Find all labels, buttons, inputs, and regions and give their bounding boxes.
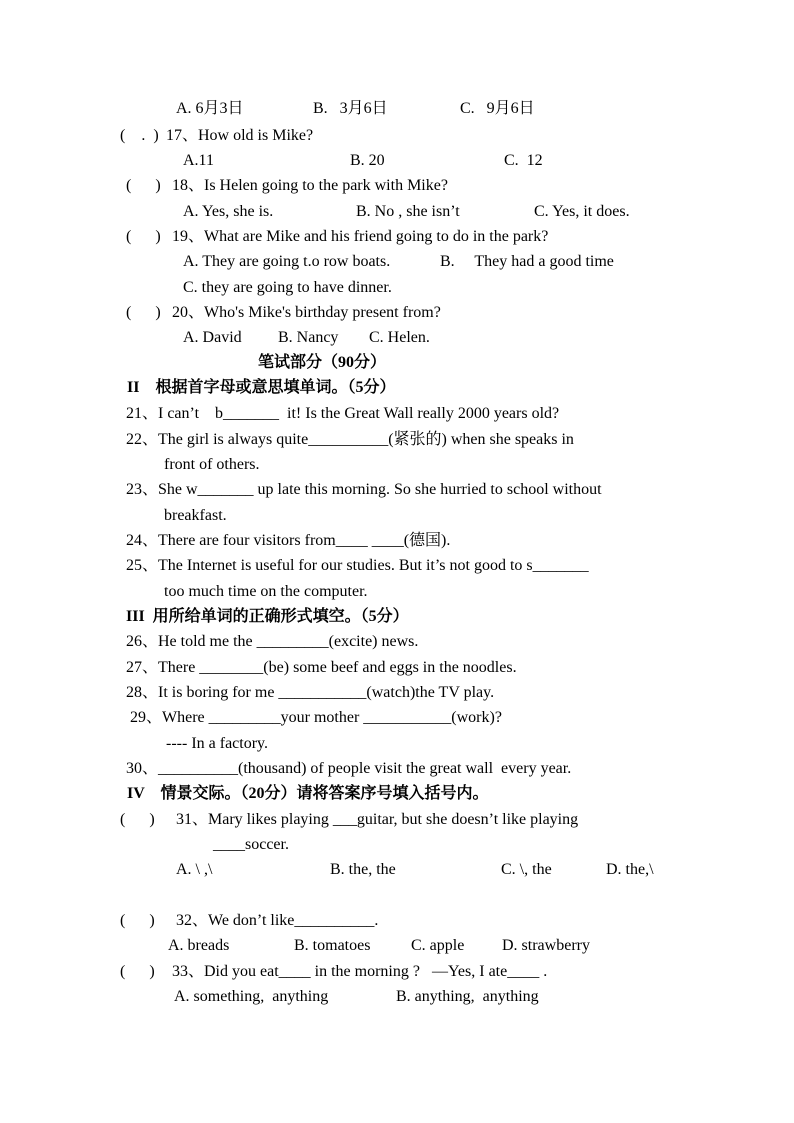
q32-bracket: ( ) (120, 912, 155, 929)
q20-option-c: C. Helen. (369, 329, 430, 346)
q16-option-a: A. 6月3日 (176, 100, 244, 117)
q20-option-a: A. David (183, 329, 242, 346)
q33-option-b: B. anything, anything (396, 988, 539, 1005)
q19-option-a: A. They are going t.o row boats. (183, 253, 391, 270)
q26: 26、He told me the _________(excite) news. (126, 633, 419, 650)
q20-question: 20、Who's Mike's birthday present from? (172, 304, 441, 321)
q31-line1: 31、Mary likes playing ___guitar, but she doesn’t like playing (176, 811, 579, 828)
q19-option-b: B. They had a good time (440, 253, 614, 270)
q19-question: 19、What are Mike and his friend going to do in the park? (172, 228, 549, 245)
q33-question: 33、Did you eat____ in the morning ? —Yes, I ate____ . (172, 963, 548, 980)
written-part-heading: 笔试部分（90分） (258, 354, 387, 371)
q21: 21、I can’t b_______ it! Is the Great Wall really 2000 years old? (126, 405, 560, 422)
q19-option-c: C. they are going to have dinner. (183, 279, 392, 296)
q33-bracket: ( ) (120, 963, 155, 980)
q30: 30、__________(thousand) of people visit the great wall every year. (126, 760, 572, 777)
q29-answer: ---- In a factory. (166, 735, 269, 752)
section-4-heading: IV 情景交际。（20分）请将答案序号填入括号内。 (127, 785, 489, 802)
q32-question: 32、We don’t like__________. (176, 912, 379, 929)
q27: 27、There ________(be) some beef and eggs in the noodles. (126, 659, 517, 676)
q31-option-d: D. the,\ (606, 861, 654, 878)
q25-line1: 25、The Internet is useful for our studies. But it’s not good to s_______ (126, 557, 589, 574)
q18-question: 18、Is Helen going to the park with Mike? (172, 177, 448, 194)
q20-bracket: ( ) (126, 304, 161, 321)
q28: 28、It is boring for me ___________(watch)the TV play. (126, 684, 495, 701)
q31-bracket: ( ) (120, 811, 155, 828)
q18-option-b: B. No , she isn’t (356, 203, 460, 220)
q32-option-a: A. breads (168, 937, 230, 954)
q18-option-a: A. Yes, she is. (183, 203, 274, 220)
q31-option-a: A. \ ,\ (176, 861, 213, 878)
q22-line2: front of others. (164, 456, 260, 473)
q32-option-b: B. tomatoes (294, 937, 371, 954)
q16-option-c: C. 9月6日 (460, 100, 535, 117)
q17-bracket: ( . ) (120, 127, 159, 144)
q31-option-c: C. \, the (501, 861, 552, 878)
q31-line2: ____soccer. (213, 836, 289, 853)
section-2-heading: II 根据首字母或意思填单词。（5分） (127, 379, 396, 396)
section-3-heading: III 用所给单词的正确形式填空。（5分） (126, 608, 409, 625)
q25-line2: too much time on the computer. (164, 583, 368, 600)
q19-bracket: ( ) (126, 228, 161, 245)
q24: 24、There are four visitors from____ ____(德国). (126, 532, 451, 549)
q17-option-a: A.11 (183, 152, 214, 169)
q17-question: 17、How old is Mike? (166, 127, 314, 144)
q18-option-c: C. Yes, it does. (534, 203, 630, 220)
q23-line2: breakfast. (164, 507, 227, 524)
q29: 29、Where _________your mother ___________(work)? (130, 709, 502, 726)
q20-option-b: B. Nancy (278, 329, 339, 346)
q18-bracket: ( ) (126, 177, 161, 194)
q32-option-d: D. strawberry (502, 937, 590, 954)
q16-option-b: B. 3月6日 (313, 100, 388, 117)
q33-option-a: A. something, anything (174, 988, 329, 1005)
q22-line1: 22、The girl is always quite__________(紧张的) when she speaks in (126, 431, 574, 448)
q32-option-c: C. apple (411, 937, 465, 954)
q31-option-b: B. the, the (330, 861, 396, 878)
q17-option-c: C. 12 (504, 152, 543, 169)
q23-line1: 23、She w_______ up late this morning. So she hurried to school without (126, 481, 602, 498)
q17-option-b: B. 20 (350, 152, 385, 169)
